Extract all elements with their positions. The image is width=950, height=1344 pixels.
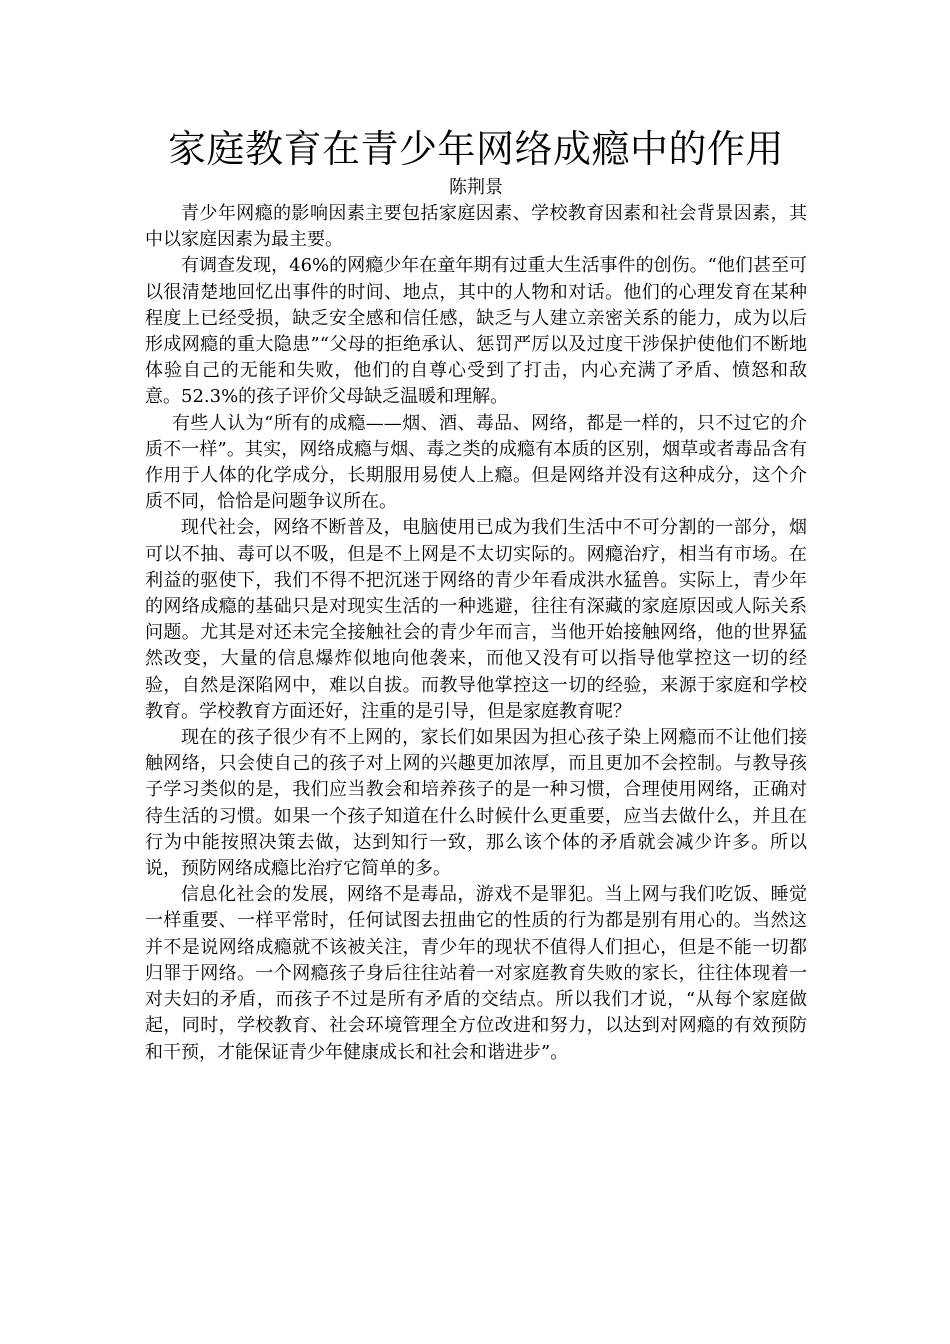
paragraph: 青少年网瘾的影响因素主要包括家庭因素、学校教育因素和社会背景因素，其中以家庭因素为最主要。 [145, 203, 807, 251]
paragraph: 现在的孩子很少有不上网的，家长们如果因为担心孩子染上网瘾而不让他们接触网络，只会使自己的孩子对上网的兴趣更加浓厚，而且更加不会控制。与教导孩子学习类似的是，我们应当教会和培养孩子的是一种习惯，合理使用网络，正确对待生活的习惯。如果一个孩子知道在什么时候什么更重要，应当去做什么，并且在行为中能按照决策去做，达到知行一致，那么该个体的矛盾就会减少许多。所以说，预防网络成瘾比治疗它简单的多。 [145, 727, 807, 880]
document-title: 家庭教育在青少年网络成瘾中的作用 [167, 127, 784, 171]
paragraph: 有调查发现，46%的网瘾少年在童年期有过重大生活事件的创伤。“他们甚至可以很清楚地回忆出事件的时间、地点，其中的人物和对话。他们的心理发育在某种程度上已经受损，缺乏安全感和信任感，缺乏与人建立亲密关系的能力，成为以后形成网瘾的重大隐患”“父母的拒绝承认、惩罚严厉以及过度干涉保护使他们不断地体验自己的无能和失败，他们的自尊心受到了打击，内心充满了矛盾、愤怒和敌意。52.3%的孩子评价父母缺乏温暖和理解。 [145, 255, 807, 408]
paragraph: 现代社会，网络不断普及，电脑使用已成为我们生活中不可分割的一部分，烟可以不抽、毒可以不吸，但是不上网是不太切实际的。网瘾治疗，相当有市场。在利益的驱使下，我们不得不把沉迷于网络的青少年看成洪水猛兽。实际上，青少年的网络成瘾的基础只是对现实生活的一种逃避，往往有深藏的家庭原因或人际关系问题。尤其是对还未完全接触社会的青少年而言，当他开始接触网络，他的世界猛然改变，大量的信息爆炸似地向他袭来，而他又没有可以指导他掌控这一切的经验，自然是深陷网中，难以自拔。而教导他掌控这一切的经验，来源于家庭和学校教育。学校教育方面还好，注重的是引导，但是家庭教育呢？ [145, 517, 807, 722]
paragraph: 信息化社会的发展，网络不是毒品，游戏不是罪犯。当上网与我们吃饭、睡觉一样重要、一样平常时，任何试图去扭曲它的性质的行为都是别有用心的。当然这并不是说网络成瘾就不该被关注，青少年的现状不值得人们担心，但是不能一切都归罪于网络。一个网瘾孩子身后往往站着一对家庭教育失败的家长，往往体现着一对夫妇的矛盾，而孩子不过是所有矛盾的交结点。所以我们才说，“从每个家庭做起，同时，学校教育、社会环境管理全方位改进和努力，以达到对网瘾的有效预防和干预，才能保证青少年健康成长和社会和谐进步”。 [145, 884, 807, 1063]
paragraph: 有些人认为“所有的成瘾——烟、酒、毒品、网络，都是一样的，只不过它的介质不一样”。其实，网络成瘾与烟、毒之类的成瘾有本质的区别，烟草或者毒品含有作用于人体的化学成分，长期服用易使人上瘾。但是网络并没有这种成分，这个介质不同，恰恰是问题争议所在。 [145, 412, 807, 513]
document-author: 陈荆景 [449, 177, 503, 198]
document-page [145, 125, 807, 1066]
